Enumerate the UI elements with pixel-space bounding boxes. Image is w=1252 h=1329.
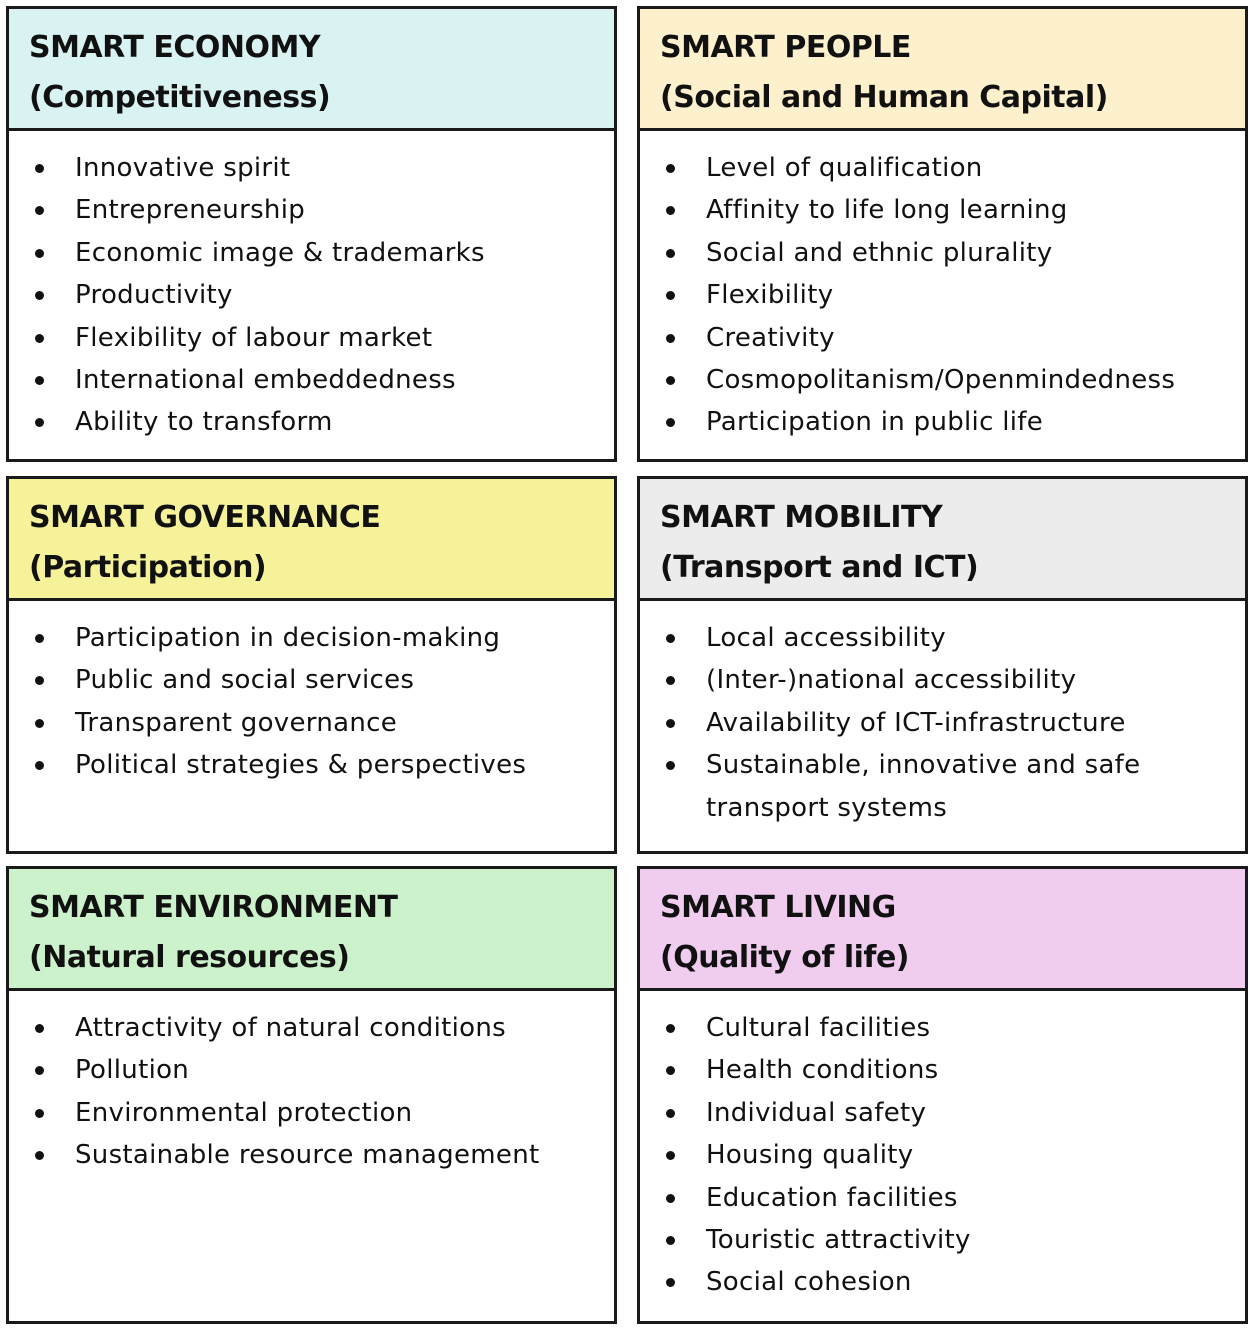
box-title: SMART ECONOMY — [29, 30, 321, 65]
bullet-list — [640, 991, 1245, 1304]
list-item — [640, 617, 1245, 659]
list-item — [9, 147, 614, 189]
list-item-text: Pollution — [75, 1055, 190, 1086]
list-item-text: Innovative spirit — [75, 153, 291, 183]
box-header — [9, 9, 614, 131]
box-header — [9, 869, 614, 991]
box-subtitle: (Competitiveness) — [29, 80, 331, 115]
bullet-icon — [666, 1024, 675, 1033]
list-item-text: Affinity to life long learning — [706, 195, 1068, 226]
list-item — [640, 317, 1245, 359]
list-item — [640, 274, 1245, 316]
list-item-text: Attractivity of natural conditions — [75, 1013, 506, 1043]
list-item — [640, 1261, 1245, 1303]
bullet-icon — [35, 1151, 44, 1160]
list-item — [9, 617, 614, 659]
list-item — [640, 659, 1245, 701]
bullet-icon — [666, 1278, 675, 1287]
bullet-icon — [35, 334, 44, 343]
list-item-text: Cosmopolitanism/Openmindedness — [706, 365, 1176, 396]
list-item-text: Flexibility of labour market — [75, 322, 433, 353]
box-smart-economy — [6, 6, 617, 462]
list-item — [640, 1049, 1245, 1091]
bullet-icon — [666, 291, 675, 300]
box-subtitle: (Transport and ICT) — [660, 550, 979, 585]
bullet-icon — [666, 206, 675, 215]
box-title: SMART MOBILITY — [660, 500, 943, 535]
box-title: SMART ENVIRONMENT — [29, 890, 398, 925]
bullet-icon — [35, 291, 44, 300]
box-smart-mobility — [637, 476, 1248, 854]
bullet-icon — [666, 334, 675, 343]
bullet-icon — [666, 418, 675, 427]
box-subtitle: (Natural resources) — [29, 940, 350, 975]
bullet-list — [9, 601, 614, 787]
list-item-text: Productivity — [75, 280, 233, 311]
list-item-text: Sustainable, innovative and safe transport systems — [706, 750, 1141, 823]
list-item — [9, 702, 614, 744]
bullet-list — [9, 131, 614, 444]
list-item-text: Economic image & trademarks — [75, 237, 485, 268]
bullet-icon — [35, 206, 44, 215]
list-item-text: International embeddedness — [75, 365, 456, 396]
list-item-text: Sustainable resource management — [75, 1140, 540, 1171]
bullet-icon — [35, 249, 44, 258]
bullet-list — [9, 991, 614, 1177]
bullet-icon — [666, 719, 675, 728]
box-header — [640, 9, 1245, 131]
list-item — [640, 1007, 1245, 1049]
list-item — [640, 401, 1245, 443]
bullet-icon — [666, 249, 675, 258]
list-item — [9, 359, 614, 401]
list-item — [9, 1092, 614, 1134]
list-item — [9, 232, 614, 274]
bullet-icon — [35, 164, 44, 173]
bullet-icon — [666, 376, 675, 385]
list-item-text: Transparent governance — [75, 707, 398, 738]
list-item-text: Individual safety — [706, 1097, 927, 1128]
bullet-icon — [35, 376, 44, 385]
list-item-text: Cultural facilities — [706, 1013, 931, 1043]
box-subtitle: (Participation) — [29, 550, 267, 585]
box-header — [640, 869, 1245, 991]
bullet-icon — [666, 1194, 675, 1203]
bullet-icon — [35, 719, 44, 728]
box-title: SMART LIVING — [660, 890, 896, 925]
bullet-icon — [666, 1236, 675, 1245]
bullet-icon — [666, 634, 675, 643]
bullet-icon — [35, 1024, 44, 1033]
box-smart-people — [637, 6, 1248, 462]
list-item — [9, 1134, 614, 1176]
list-item — [9, 274, 614, 316]
bullet-icon — [666, 676, 675, 685]
list-item — [9, 659, 614, 701]
list-item-text: Touristic attractivity — [706, 1225, 971, 1256]
list-item-text: Local accessibility — [706, 623, 946, 653]
box-smart-environment — [6, 866, 617, 1324]
list-item — [640, 189, 1245, 231]
list-item-text: Education facilities — [706, 1182, 958, 1213]
box-title: SMART PEOPLE — [660, 30, 911, 65]
list-item-text: Participation in public life — [706, 407, 1044, 438]
list-item — [9, 744, 614, 786]
list-item — [640, 1134, 1245, 1176]
list-item-text: Entrepreneurship — [75, 195, 306, 226]
box-smart-governance — [6, 476, 617, 854]
list-item-text: Flexibility — [706, 280, 834, 311]
bullet-icon — [666, 1066, 675, 1075]
list-item-text: Political strategies & perspectives — [75, 750, 527, 781]
list-item — [9, 401, 614, 443]
list-item-text: Level of qualification — [706, 153, 983, 183]
list-item-text: (Inter-)national accessibility — [706, 665, 1077, 696]
bullet-icon — [666, 1151, 675, 1160]
list-item-text: Social cohesion — [706, 1267, 912, 1298]
box-subtitle: (Social and Human Capital) — [660, 80, 1108, 115]
list-item-text: Health conditions — [706, 1055, 939, 1086]
list-item-text: Environmental protection — [75, 1097, 413, 1128]
box-title: SMART GOVERNANCE — [29, 500, 381, 535]
list-item — [9, 1049, 614, 1091]
bullet-icon — [35, 761, 44, 770]
bullet-list — [640, 131, 1245, 444]
bullet-icon — [666, 1109, 675, 1118]
list-item — [640, 1177, 1245, 1219]
box-smart-living — [637, 866, 1248, 1324]
bullet-icon — [666, 164, 675, 173]
box-header — [9, 479, 614, 601]
bullet-icon — [35, 634, 44, 643]
bullet-icon — [35, 418, 44, 427]
bullet-icon — [35, 1109, 44, 1118]
box-subtitle: (Quality of life) — [660, 940, 910, 975]
list-item-text: Housing quality — [706, 1140, 914, 1171]
list-item — [640, 359, 1245, 401]
bullet-icon — [35, 676, 44, 685]
list-item-text: Creativity — [706, 322, 835, 353]
bullet-icon — [35, 1066, 44, 1075]
list-item — [9, 189, 614, 231]
list-item — [640, 232, 1245, 274]
list-item-text: Ability to transform — [75, 407, 333, 438]
list-item — [640, 1219, 1245, 1261]
list-item-text: Availability of ICT-infrastructure — [706, 707, 1126, 738]
list-item — [640, 147, 1245, 189]
bullet-list — [640, 601, 1245, 829]
list-item — [9, 1007, 614, 1049]
bullet-icon — [666, 761, 675, 770]
list-item-text: Public and social services — [75, 665, 415, 696]
list-item — [640, 744, 1245, 829]
box-header — [640, 479, 1245, 601]
list-item — [9, 317, 614, 359]
list-item-text: Participation in decision-making — [75, 623, 501, 653]
list-item — [640, 1092, 1245, 1134]
list-item — [640, 702, 1245, 744]
list-item-text: Social and ethnic plurality — [706, 237, 1053, 268]
